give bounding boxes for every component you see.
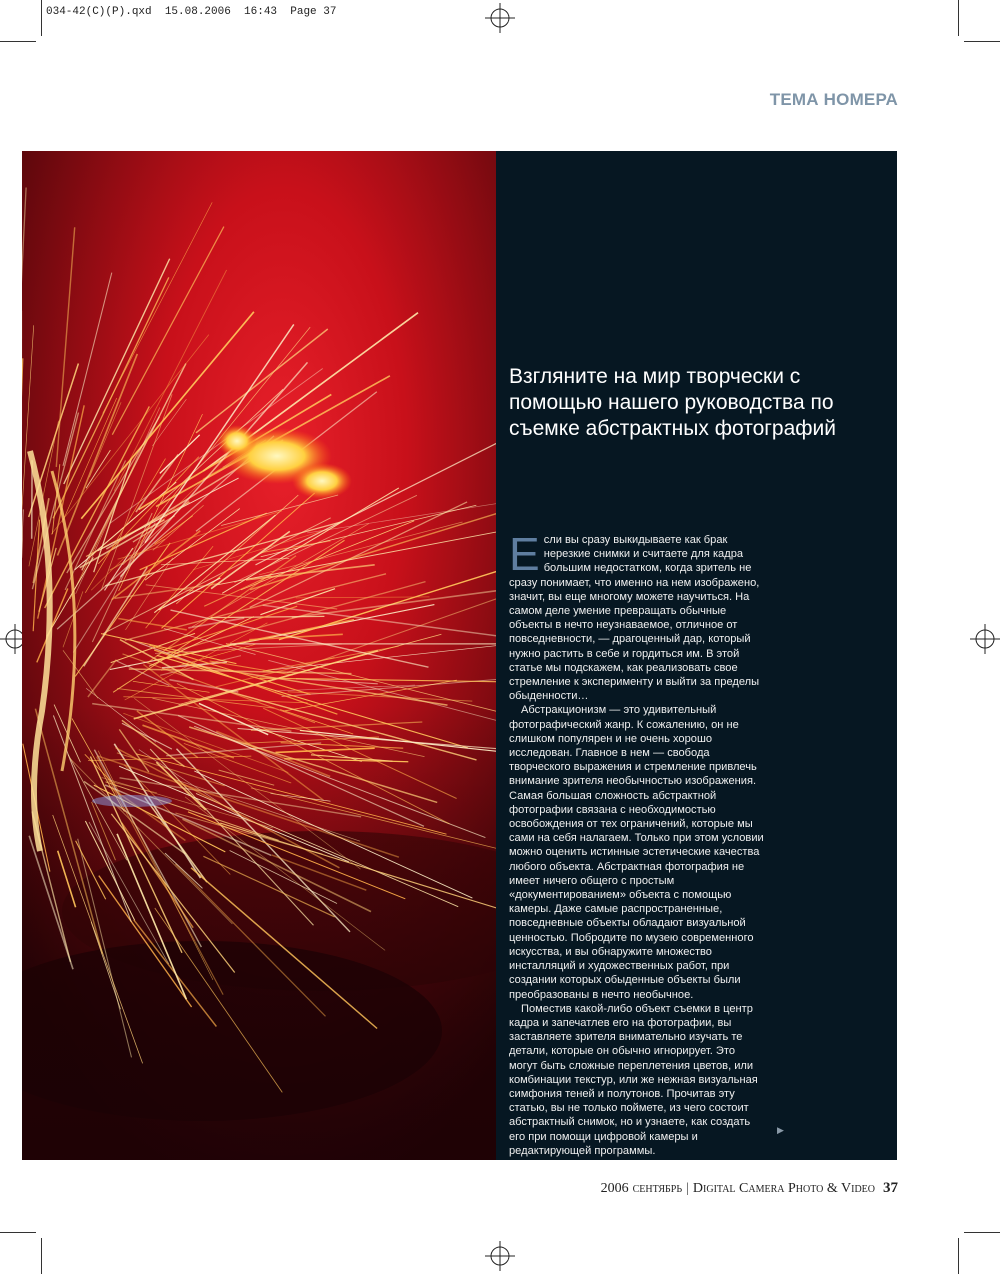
crop-mark: [958, 1238, 959, 1274]
page-footer: [601, 1180, 898, 1197]
page-number: 37: [883, 1180, 898, 1196]
footer-month: сентябрь: [632, 1181, 683, 1196]
registration-mark-icon: [485, 1241, 515, 1271]
footer-magazine: Digital Camera Photo & Video: [692, 1181, 875, 1196]
section-tag: ТЕМА НОМЕРА: [769, 90, 898, 109]
footer-year: 2006: [600, 1181, 629, 1196]
paragraph-text: сли вы сразу выкидываете как брак нерезкие снимки и считаете для кадра большим недостатком, когда зритель не сразу понимает, что именно на нем изображено, значит, вы еще многому можете научиться. На самом деле умение превращать обычные объекты в нечто неузнаваемое, отличное от повседневности, — драгоценный дар, который нужно растить в себе и гордиться им. В этой статье мы подскажем, как реализовать свое стремление к эксперименту и выйти за пределы обыденности…: [509, 534, 760, 703]
article-paragraph: [509, 528, 765, 703]
crop-mark: [0, 41, 36, 42]
registration-mark-icon: [485, 3, 515, 33]
article-paragraph: Поместив какой-либо объект съемки в центр кадра и запечатлев его на фотографии, вы заставляете зрителя внимательно изучать те детали, которые он обычно игнорирует. Это могут быть сложные переплетения цветов, или комбинации текстур, или же нежная визуальная симфония теней и полутонов. Прочитав эту статью, вы не только поймете, из чего состоит абстрактный снимок, но и узнаете, как создать его при помощи цифровой камеры и редактирующей программы.: [509, 1002, 758, 1157]
abstract-sparks-photo: [22, 151, 496, 1160]
continue-arrow-icon: ▶: [777, 1125, 784, 1135]
footer-divider: |: [686, 1181, 689, 1196]
article-headline: Взгляните на мир творчески с помощью нашего руководства по съемке абстрактных фотографий: [509, 365, 837, 440]
crop-mark: [0, 1232, 36, 1233]
drop-cap: Е: [509, 528, 540, 580]
crop-mark: [41, 0, 42, 36]
registration-mark-icon: [970, 624, 1000, 654]
article-body: [509, 528, 765, 1158]
article-paragraph: Абстракционизм — это удивительный фотографический жанр. К сожалению, он не слишком популярен и не очень хорошо исследован. Главное в нем — свобода творческого выражения и стремление привлечь внимание зрителя необычностью изображения. Самая большая сложность абстрактной фотографии связана с необходимостью освобождения от тех ограничений, которые мы сами на себя налагаем. Только при этом условии можно оценить истинные эстетические качества любого объекта. Абстрактная фотография не имеет ничего общего с простым «документированием» объекта с помощью камеры. Даже самые распространенные, повседневные объекты обладают визуальной ценностью. Побродите по музею современного искусства, и вы обнаружите множество инсталляций и художественных работ, при создании которых обыденные объекты были преобразованы в нечто необычное.: [509, 704, 764, 1001]
printer-slug: 034-42(C)(P).qxd 15.08.2006 16:43 Page 37: [46, 6, 337, 18]
crop-mark: [41, 1238, 42, 1274]
crop-mark: [958, 0, 959, 36]
crop-mark: [964, 41, 1000, 42]
crop-mark: [964, 1232, 1000, 1233]
